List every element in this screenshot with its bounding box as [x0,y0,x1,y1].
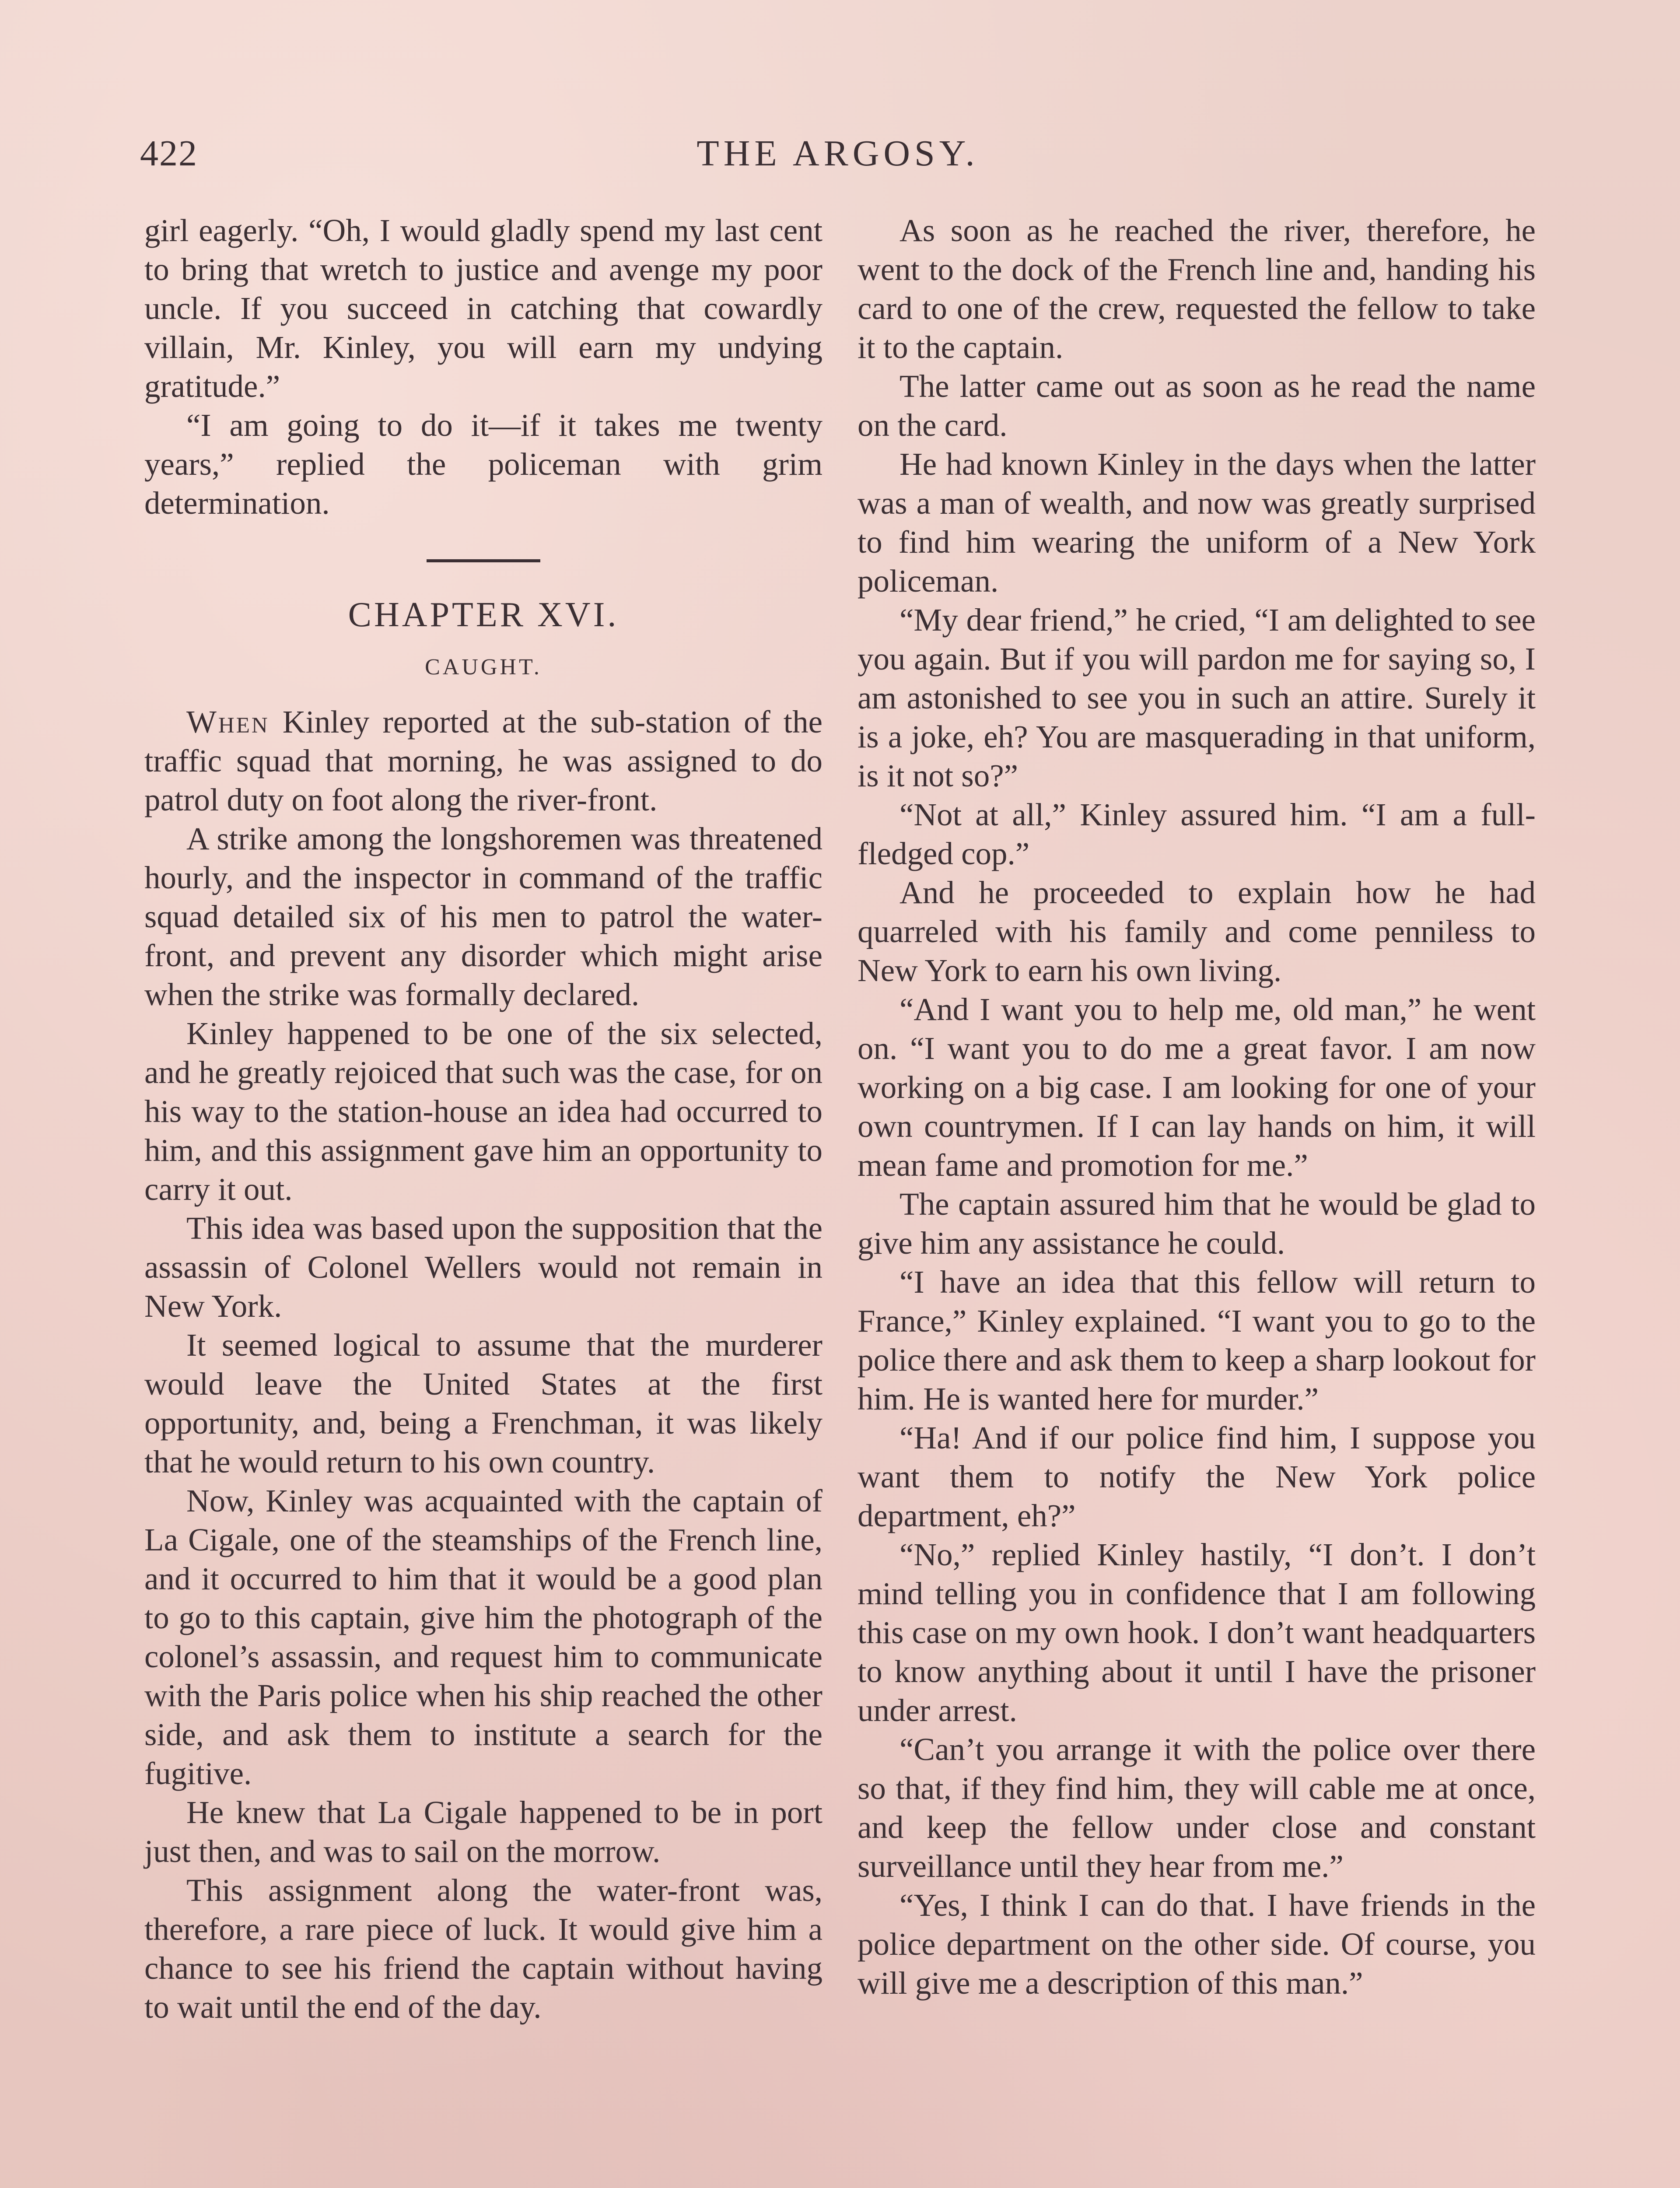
paragraph [144,702,822,819]
paragraph: “And I want you to help me, old man,” he went on. “I want you to do me a great favor. I am now working on a big case. I am looking for one of your own countrymen. If I can lay hands on him, it will mean fame and promotion for me.” [858,992,1536,1183]
paragraph: It seemed logical to assume that the murderer would leave the United States at the first opportunity, and, being a Frenchman, it was likely that he would return to his own country. [144,1327,822,1480]
paragraph: “I have an idea that this fellow will return to France,” Kinley explained. “I want you to go to the police there and ask them to keep a sharp lookout for him. He is wanted here for murder.” [858,1264,1536,1417]
lead-word: When [186,704,270,740]
paragraph: “Ha! And if our police find him, I suppose you want them to notify the New York police department, eh?” [858,1420,1536,1533]
page-header [140,130,1536,178]
paragraph: “I am going to do it—if it takes me twenty years,” replied the policeman with grim determination. [144,407,822,521]
paragraph: The captain assured him that he would be glad to give him any assistance he could. [858,1186,1536,1261]
chapter-title: CHAPTER XVI. [348,596,619,634]
paragraph: He knew that La Cigale happened to be in port just then, and was to sail on the morrow. [144,1795,822,1869]
running-head: THE ARGOSY. [696,133,979,174]
paragraph: This idea was based upon the supposition that the assassin of Colonel Wellers would not remain in New York. [144,1210,822,1324]
paragraph-text: Kinley reported at the sub-station of the traffic squad that morning, he was assigned to do patrol duty on foot along the river-front. [144,704,822,817]
paragraph: “No,” replied Kinley hastily, “I don’t. I don’t mind telling you in confidence that I am following this case on my own hook. I don’t want headquarters to know anything about it until I have the prisoner under arrest. [858,1537,1536,1728]
right-column [858,211,1536,2002]
chapter-subtitle: CAUGHT. [425,655,542,680]
paragraph: Kinley happened to be one of the six selected, and he greatly rejoiced that such was the case, for on his way to the station-house an idea had occurred to him, and this assignment gave him an opportunity to carry it out. [144,1016,822,1207]
paragraph: The latter came out as soon as he read the name on the card. [858,368,1536,443]
paragraph: “Yes, I think I can do that. I have friends in the police department on the other side. Of course, you will give me a description of this man.” [858,1887,1536,2001]
section-divider [427,559,540,562]
paragraph: A strike among the longshoremen was threatened hourly, and the inspector in command of the traffic squad detailed six of his men to patrol the water-front, and prevent any disorder which might arise when the strike was formally declared. [144,821,822,1012]
paragraph: And he proceeded to explain how he had quarreled with his family and come penniless to New York to earn his own living. [858,875,1536,988]
paragraph: As soon as he reached the river, therefore, he went to the dock of the French line and, handing his card to one of the crew, requested the fellow to take it to the captain. [858,213,1536,365]
paragraph: This assignment along the water-front was, therefore, a rare piece of luck. It would give him a chance to see his friend the captain without having to wait until the end of the day. [144,1872,822,2025]
paragraph: “My dear friend,” he cried, “I am delighted to see you again. But if you will pardon me for saying so, I am astonished to see you in such an attire. Surely it is a joke, eh? You are masquerading in that uniform, is it not so?” [858,602,1536,793]
paragraph: “Not at all,” Kinley assured him. “I am a full-fledged cop.” [858,797,1536,871]
paragraph: “Can’t you arrange it with the police over there so that, if they find him, they will cable me at once, and keep the fellow under close and constant surveillance until they hear from me.” [858,1732,1536,1884]
page-number: 422 [140,133,198,174]
paragraph: girl eagerly. “Oh, I would gladly spend my last cent to bring that wretch to justice and avenge my poor uncle. If you succeed in catching that cowardly villain, Mr. Kinley, you will earn my undying gratitude.” [144,213,822,404]
paragraph: Now, Kinley was acquainted with the captain of La Cigale, one of the steamships of the French line, and it occurred to him that it would be a good plan to go to this captain, give him the photograph of the colonel’s assassin, and request him to communicate with the Paris police when his ship reached the other side, and ask them to institute a search for the fugitive. [144,1483,822,1791]
left-column [144,211,822,2027]
paragraph: He had known Kinley in the days when the latter was a man of wealth, and now was greatly surprised to find him wearing the uniform of a New York policeman. [858,446,1536,599]
